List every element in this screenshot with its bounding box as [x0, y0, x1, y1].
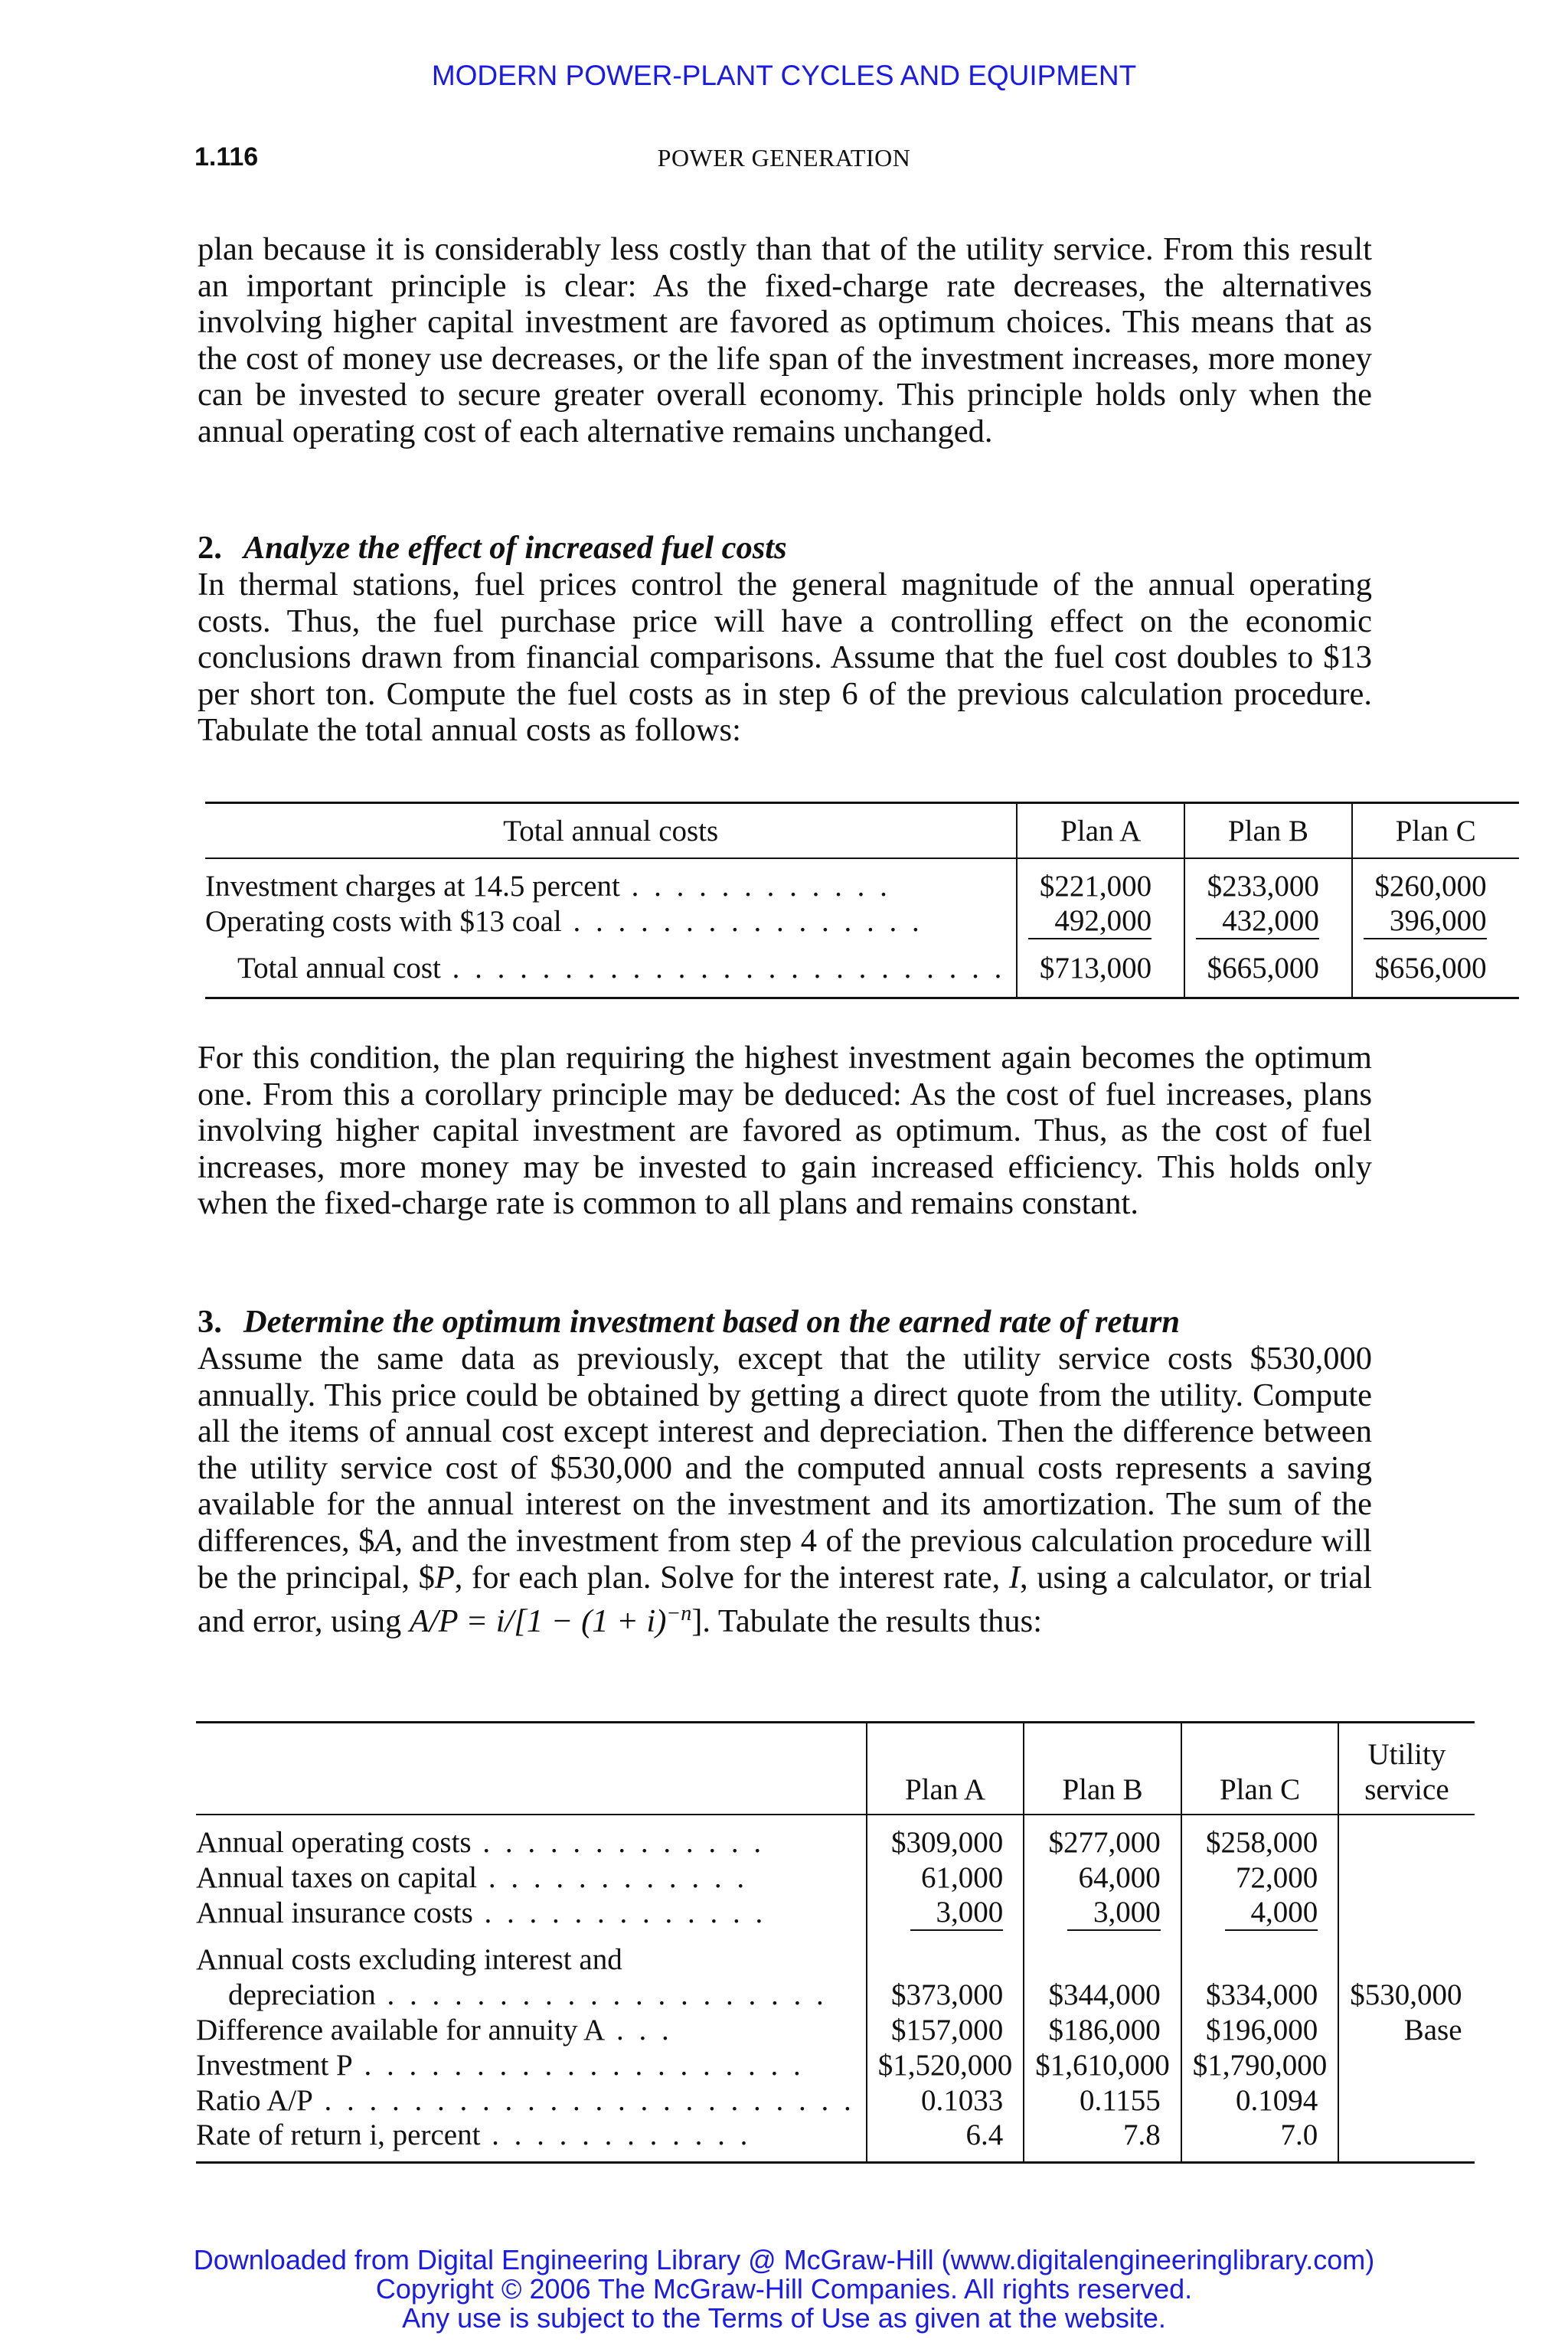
cell-value: [1338, 1815, 1474, 1860]
step-3-title: Determine the optimum investment based on the earned rate of return: [243, 1304, 1180, 1340]
table-row: [196, 2012, 1475, 2047]
intro-paragraph: plan because it is considerably less costly than that of the utility service. From this result an important principle is clear: As the fixed-charge rate decreases, the alternatives involving higher capital investment are favored as optimum choices. This means that as the cost of money use decreases, or the life span of the investment increases, more money can be invested to secure greater overall economy. This principle holds only when the annual operating cost of each alternative remains unchanged.: [198, 231, 1372, 449]
cell-value: $373,000: [867, 1977, 1024, 2012]
cell-value: $258,000: [1181, 1815, 1339, 1860]
column-header: Plan B: [1184, 803, 1352, 859]
step-2-heading: [198, 530, 787, 567]
cell-value: $344,000: [1024, 1977, 1181, 2012]
cell-value: $656,000: [1352, 939, 1519, 998]
cell-value: $1,610,000: [1024, 2047, 1181, 2082]
table-row: [196, 2047, 1475, 2082]
step-2-body: In thermal stations, fuel prices control the general magnitude of the annual operating costs. Thus, the fuel purchase price will have a controlling effect on the economic conclusions drawn from financial comparisons. Assume that the fuel cost doubles to $13 per short ton. Compute the fuel costs as in step 6 of the previous calculation procedure. Tabulate the total annual costs as follows:: [198, 567, 1372, 749]
annuity-formula: A/P = i/[1 − (1 + i): [409, 1603, 667, 1640]
footer-terms-line[interactable]: Any use is subject to the Terms of Use as given at the website.: [402, 2302, 1166, 2334]
cell-value: 432,000: [1184, 903, 1352, 939]
paragraph-after-table-1: For this condition, the plan requiring the highest investment again becomes the optimum one. From this a corollary principle may be deduced: As the cost of fuel increases, plans involving higher capital investment are favored as optimum. Thus, as the cost of fuel increases, more money may be invested to gain increased efficiency. This holds only when the fixed-charge rate is common to all plans and remains constant.: [198, 1040, 1372, 1222]
column-header: Plan C: [1352, 803, 1519, 859]
cell-value: [1338, 2118, 1474, 2162]
cell-value: $713,000: [1017, 939, 1184, 998]
table-header-row: [196, 1723, 1475, 1815]
cell-value: $196,000: [1181, 2012, 1339, 2047]
download-footer: [0, 2246, 1568, 2333]
row-label: Investment P . . . . . . . . . . . . . . . . . . . .: [196, 2048, 805, 2082]
table-row: [205, 903, 1519, 939]
row-label: Operating costs with $13 coal . . . . . . . . . . . . . . . .: [205, 905, 923, 938]
cell-value: 3,000: [1024, 1895, 1181, 1931]
footer-download-line[interactable]: Downloaded from Digital Engineering Library @ McGraw-Hill (www.digitalengineeringlibrary.com): [193, 2244, 1375, 2275]
cell-value: 0.1155: [1024, 2082, 1181, 2118]
row-label: Ratio A/P . . . . . . . . . . . . . . . . . . . . . . . .: [196, 2083, 855, 2117]
cell-value: [1338, 1931, 1474, 1977]
table-row: [196, 1931, 1475, 1977]
table-row: [205, 858, 1519, 903]
step-2-number: 2.: [198, 530, 222, 566]
table-row: [196, 1977, 1475, 2012]
row-label: Annual insurance costs . . . . . . . . . . . . .: [196, 1896, 767, 1929]
cell-value: $665,000: [1184, 939, 1352, 998]
cell-value: 7.8: [1024, 2118, 1181, 2162]
cell-value: $233,000: [1184, 858, 1352, 903]
footer-copyright-line: Copyright © 2006 The McGraw-Hill Companies. All rights reserved.: [375, 2273, 1193, 2305]
column-header: Utility service: [1338, 1723, 1474, 1815]
total-annual-costs-table: [205, 802, 1519, 999]
row-label: Rate of return i, percent . . . . . . . . . . . .: [196, 2118, 752, 2151]
table-row: [196, 1895, 1475, 1931]
cell-value: $186,000: [1024, 2012, 1181, 2047]
row-label: Difference available for annuity A . . .: [196, 2013, 673, 2047]
cell-value: Base: [1338, 2012, 1474, 2047]
row-label: Total annual cost . . . . . . . . . . . . . . . . . . . . . . . . .: [237, 951, 1006, 985]
table-row: [196, 1815, 1475, 1860]
column-header: Plan A: [867, 1723, 1024, 1815]
table-row: [196, 2082, 1475, 2118]
cell-value: [1338, 2047, 1474, 2082]
row-label: Investment charges at 14.5 percent . . . . . . . . . . . .: [205, 869, 891, 903]
row-label: Annual operating costs . . . . . . . . . . . . .: [196, 1825, 766, 1859]
table-row: [196, 1860, 1475, 1895]
cell-value: $221,000: [1017, 858, 1184, 903]
cell-value: 61,000: [867, 1860, 1024, 1895]
cell-value: 0.1033: [867, 2082, 1024, 2118]
row-label: Annual costs excluding interest and: [196, 1943, 622, 1976]
table-total-row: [205, 939, 1519, 998]
cell-value: $260,000: [1352, 858, 1519, 903]
cell-value: [867, 1931, 1024, 1977]
step-3-heading: [198, 1304, 1180, 1341]
cell-value: $1,790,000: [1181, 2047, 1339, 2082]
cell-value: 7.0: [1181, 2118, 1339, 2162]
cell-value: [1181, 1931, 1339, 1977]
cell-value: 396,000: [1352, 903, 1519, 939]
book-title-banner: MODERN POWER-PLANT CYCLES AND EQUIPMENT: [431, 60, 1137, 91]
cell-value: 3,000: [867, 1895, 1024, 1931]
cell-value: 6.4: [867, 2118, 1024, 2162]
column-header: Plan B: [1024, 1723, 1181, 1815]
cell-value: [1338, 1895, 1474, 1931]
cell-value: [1338, 2082, 1474, 2118]
cell-value: [1338, 1860, 1474, 1895]
step-3-body: Assume the same data as previously, except that the utility service costs $530,000 annually. This price could be obtained by getting a direct quote from the utility. Compute all the items of annual cost except interest and depreciation. Then the difference between the utility service cost of $530,000 and the computed annual costs represents a saving available for the annual interest on the investment and its amortization. The sum of the differences, $A, and the investment from step 4 of the previous calculation procedure will be the principal, $P, for each plan. Solve for the interest rate, I, using a calculator, or trial and error, using $A/P = i/[1 - (1 + i)^{-n}]$. Tabulate the results thus:: [198, 1341, 1373, 1640]
cell-value: $157,000: [867, 2012, 1024, 2047]
column-header: Plan A: [1017, 803, 1184, 859]
rate-of-return-table: [196, 1721, 1475, 2164]
page-number: 1.116: [194, 142, 259, 172]
column-header: [196, 1723, 867, 1815]
table-row: [196, 2118, 1475, 2162]
column-header: Plan C: [1181, 1723, 1339, 1815]
cell-value: [1024, 1931, 1181, 1977]
cell-value: $277,000: [1024, 1815, 1181, 1860]
cell-value: $1,520,000: [867, 2047, 1024, 2082]
cell-value: 72,000: [1181, 1860, 1339, 1895]
cell-value: 64,000: [1024, 1860, 1181, 1895]
cell-value: $309,000: [867, 1815, 1024, 1860]
row-label: Annual taxes on capital . . . . . . . . . . . .: [196, 1860, 749, 1894]
step-3-number: 3.: [198, 1304, 222, 1340]
cell-value: 0.1094: [1181, 2082, 1339, 2118]
cell-value: $530,000: [1338, 1977, 1474, 2012]
cell-value: 492,000: [1017, 903, 1184, 939]
running-head: [194, 142, 1374, 178]
section-title: POWER GENERATION: [657, 144, 911, 172]
cell-value: 4,000: [1181, 1895, 1339, 1931]
column-header: Total annual costs: [205, 803, 1017, 859]
cell-value: $334,000: [1181, 1977, 1339, 2012]
row-label: depreciation . . . . . . . . . . . . . . . . . . . .: [228, 1978, 828, 2011]
table-header-row: [205, 803, 1519, 859]
step-2-title: Analyze the effect of increased fuel costs: [243, 530, 787, 566]
